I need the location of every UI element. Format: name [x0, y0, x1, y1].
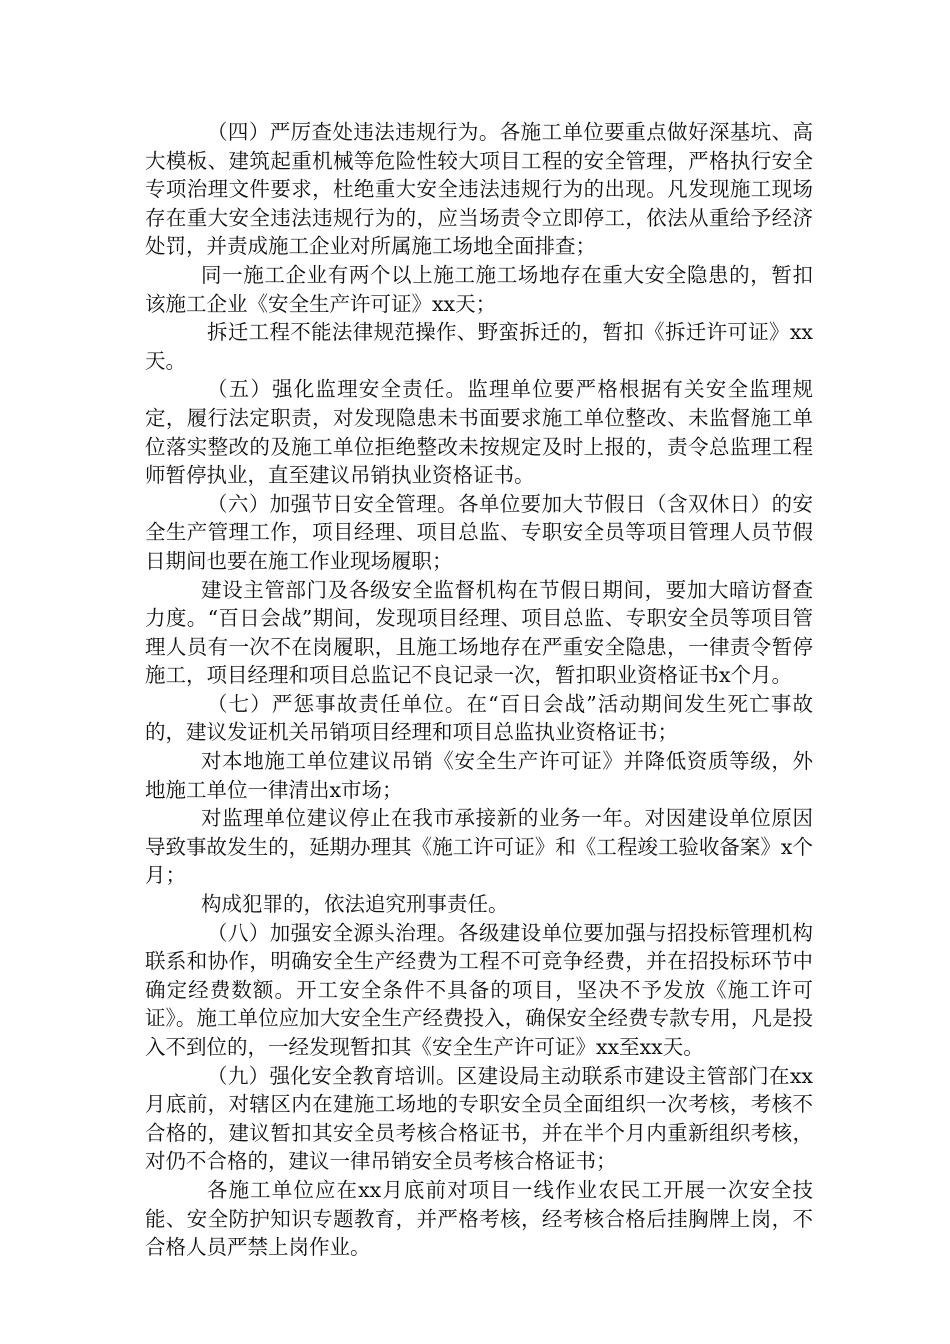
paragraph-section-9: （九）强化安全教育培训。区建设局主动联系市建设主管部门在xx月底前，对辖区内在建施工场地的专职安全员全面组织一次考核，考核不合格的，建议暂扣其安全员考核合格证书，并在半个月内重新组织考核，对仍不合格的，建议一律吊销安全员考核合格证书； — [145, 1063, 813, 1174]
paragraph-section-7-item-3: 构成犯罪的，依法追究刑事责任。 — [201, 892, 509, 917]
paragraph-section-7: （七）严惩事故责任单位。在“百日会战”活动期间发生死亡事故的，建议发证机关吊销项目经理和项目总监执业资格证书； — [145, 691, 813, 745]
paragraph-section-5: （五）强化监理安全责任。监理单位要严格根据有关安全监理规定，履行法定职责，对发现隐患未书面要求施工单位整改、未监督施工单位落实整改的及施工单位拒绝整改未按规定及时上报的，责令总监理工程师暂停执业，直至建议吊销执业资格证书。 — [145, 377, 813, 488]
paragraph-section-6-item-1: 建设主管部门及各级安全监督机构在节假日期间，要加大暗访督查力度。“百日会战”期间，发现项目经理、项目总监、专职安全员等项目管理人员有一次不在岗履职，且施工场地存在严重安全隐患，一律责令暂停施工，项目经理和项目总监记不良记录一次，暂扣职业资格证书x个月。 — [145, 577, 813, 688]
paragraph-section-4-item-1: 同一施工企业有两个以上施工施工场地存在重大安全隐患的，暂扣该施工企业《安全生产许可证》xx天； — [145, 262, 813, 316]
paragraph-section-4-item-2: 拆迁工程不能法律规范操作、野蛮拆迁的，暂扣《拆迁许可证》xx天。 — [145, 320, 813, 373]
paragraph-section-8: （八）加强安全源头治理。各级建设单位要加强与招投标管理机构联系和协作，明确安全生产经费为工程不可竞争经费，并在招投标环节中确定经费数额。开工安全条件不具备的项目，坚决不予发放《施工许可证》。施工单位应加大安全生产经费投入，确保安全经费专款专用，凡是投入不到位的，一经发现暂扣其《安全生产许可证》xx至xx天。 — [145, 920, 813, 1059]
paragraph-section-7-item-1: 对本地施工单位建议吊销《安全生产许可证》并降低资质等级，外地施工单位一律清出x市场； — [145, 749, 813, 802]
paragraph-section-6: （六）加强节日安全管理。各单位要加大节假日（含双休日）的安全生产管理工作，项目经理、项目总监、专职安全员等项目管理人员节假日期间也要在施工作业现场履职； — [145, 491, 813, 573]
paragraph-section-9-item-1: 各施工单位应在xx月底前对项目一线作业农民工开展一次安全技能、安全防护知识专题教育，并严格考核，经考核合格后挂胸牌上岗，不合格人员严禁上岗作业。 — [145, 1177, 813, 1260]
paragraph-section-4: （四）严厉查处违法违规行为。各施工单位要重点做好深基坑、高大模板、建筑起重机械等危险性较大项目工程的安全管理，严格执行安全专项治理文件要求，杜绝重大安全违法违规行为的出现。凡发现施工现场存在重大安全违法违规行为的，应当场责令立即停工，依法从重给予经济处罚，并责成施工企业对所属施工场地全面排查； — [145, 120, 813, 259]
paragraph-section-7-item-2: 对监理单位建议停止在我市承接新的业务一年。对因建设单位原因导致事故发生的，延期办理其《施工许可证》和《工程竣工验收备案》x个月； — [145, 806, 813, 888]
document-body — [145, 118, 813, 1262]
